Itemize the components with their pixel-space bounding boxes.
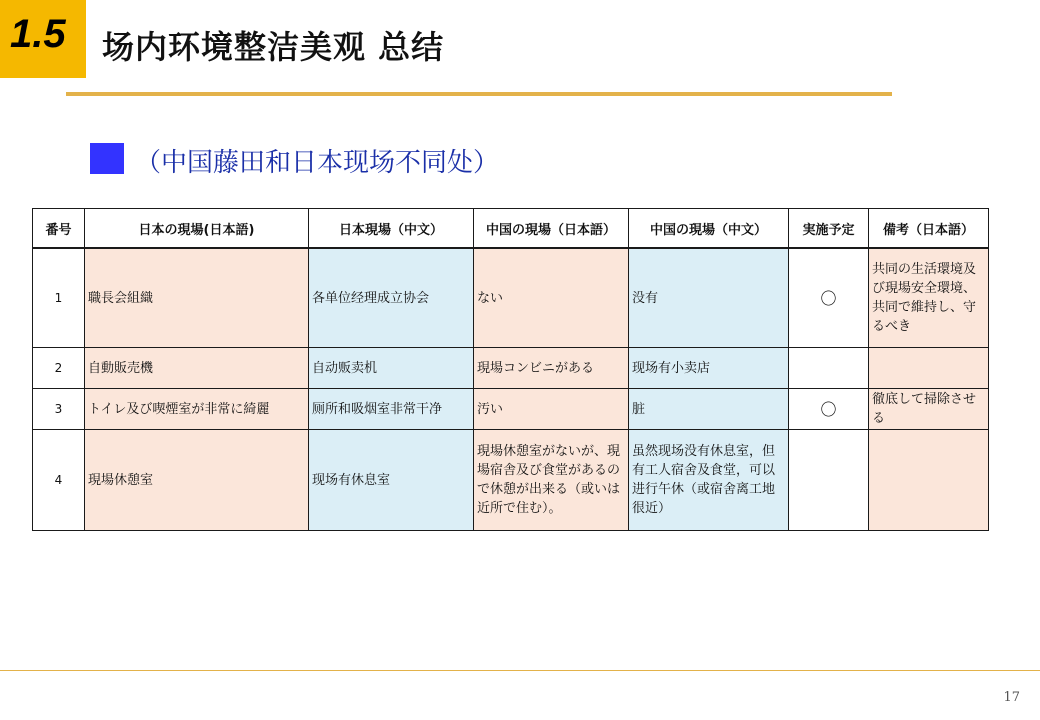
column-header: 実施予定 bbox=[789, 209, 869, 249]
remark-cell bbox=[869, 348, 989, 389]
china-site-jp-cell: 現場コンビニがある bbox=[474, 348, 629, 389]
row-number: 1 bbox=[33, 248, 85, 348]
title-underline bbox=[66, 92, 892, 96]
column-header: 中国の現場（中文） bbox=[629, 209, 789, 249]
row-number: 4 bbox=[33, 430, 85, 531]
remark-cell bbox=[869, 430, 989, 531]
section-number-badge bbox=[0, 0, 86, 78]
plan-cell bbox=[789, 430, 869, 531]
column-header: 日本現場（中文） bbox=[309, 209, 474, 249]
table-row bbox=[33, 430, 989, 531]
remark-cell: 徹底して掃除させる bbox=[869, 389, 989, 430]
row-number: 3 bbox=[33, 389, 85, 430]
column-header: 番号 bbox=[33, 209, 85, 249]
plan-cell bbox=[789, 348, 869, 389]
section-number: 1.5 bbox=[10, 12, 66, 56]
china-site-cn-cell: 脏 bbox=[629, 389, 789, 430]
column-header: 備考（日本語） bbox=[869, 209, 989, 249]
china-site-jp-cell: 汚い bbox=[474, 389, 629, 430]
plan-cell: 〇 bbox=[789, 248, 869, 348]
subtitle: （中国藤田和日本现场不同处） bbox=[135, 148, 500, 178]
china-site-cn-cell: 虽然现场没有休息室，但有工人宿舍及食堂，可以进行午休（或宿舍离工地很近） bbox=[629, 430, 789, 531]
table-row bbox=[33, 348, 989, 389]
column-header: 日本の現場(日本語) bbox=[85, 209, 309, 249]
japan-site-jp-cell: 自動販売機 bbox=[85, 348, 309, 389]
bullet-square-icon bbox=[90, 143, 124, 174]
page-title: 场内环境整洁美观 总结 bbox=[102, 28, 445, 66]
table-header-row bbox=[33, 209, 989, 249]
china-site-jp-cell: ない bbox=[474, 248, 629, 348]
comparison-table bbox=[32, 208, 989, 531]
japan-site-jp-cell: 職長会組織 bbox=[85, 248, 309, 348]
table-row bbox=[33, 389, 989, 430]
plan-cell: 〇 bbox=[789, 389, 869, 430]
table-row bbox=[33, 248, 989, 348]
page-number: 17 bbox=[1003, 690, 1020, 705]
japan-site-cn-cell: 自动贩卖机 bbox=[309, 348, 474, 389]
japan-site-cn-cell: 现场有休息室 bbox=[309, 430, 474, 531]
japan-site-jp-cell: トイレ及び喫煙室が非常に綺麗 bbox=[85, 389, 309, 430]
china-site-jp-cell: 現場休憩室がないが、現場宿舎及び食堂があるので休憩が出来る（或いは近所で住む）。 bbox=[474, 430, 629, 531]
remark-cell: 共同の生活環境及び現場安全環境、共同で維持し、守るべき bbox=[869, 248, 989, 348]
japan-site-cn-cell: 厕所和吸烟室非常干净 bbox=[309, 389, 474, 430]
japan-site-cn-cell: 各单位经理成立协会 bbox=[309, 248, 474, 348]
row-number: 2 bbox=[33, 348, 85, 389]
china-site-cn-cell: 没有 bbox=[629, 248, 789, 348]
china-site-cn-cell: 现场有小卖店 bbox=[629, 348, 789, 389]
japan-site-jp-cell: 現場休憩室 bbox=[85, 430, 309, 531]
footer-divider bbox=[0, 670, 1040, 671]
column-header: 中国の現場（日本語） bbox=[474, 209, 629, 249]
